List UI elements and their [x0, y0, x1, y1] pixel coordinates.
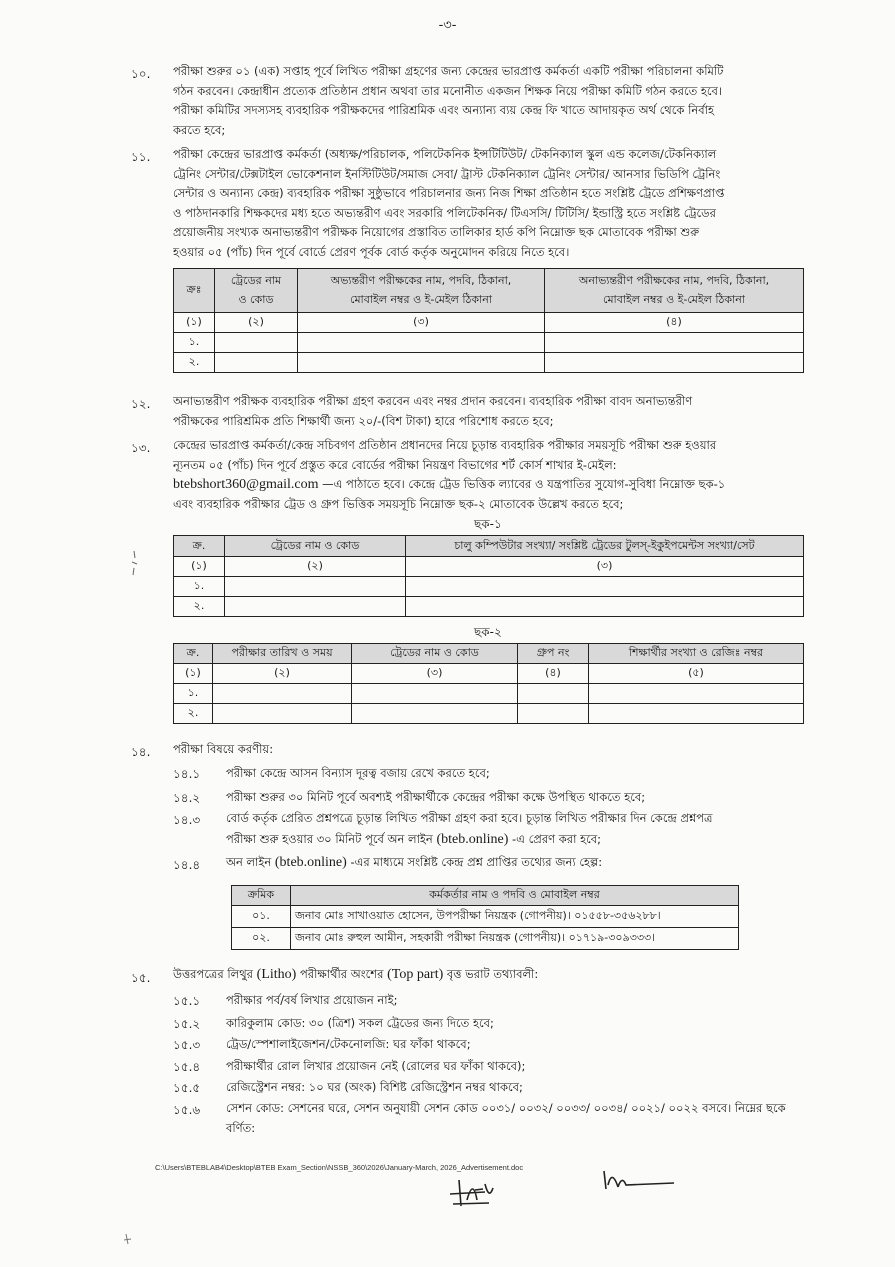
scan-speck	[122, 1232, 134, 1246]
table-row	[232, 928, 739, 950]
text-line: btebshort360@gmail.com —এ পাঠাতে হবে। কেন্দ্রে ট্রেড ভিত্তিক ল্যাবের ও যন্ত্রপাতির সুযোগ-সুবিধা নিম্নোক্ত ছক-১	[173, 477, 726, 492]
table-header: ট্রেডের নাম ও কোড	[225, 536, 406, 557]
table-cell	[589, 704, 804, 724]
table-cell	[352, 704, 518, 724]
table-cell: (৪)	[545, 313, 804, 333]
table-row	[232, 906, 739, 928]
table-cell: ০২.	[232, 928, 291, 950]
table-cell: (৫)	[589, 664, 804, 684]
table-cell: ২.	[174, 353, 215, 373]
email-link[interactable]: btebshort360@gmail.com	[173, 477, 319, 492]
table-cell: (২)	[215, 313, 298, 333]
text-line: এবং ব্যবহারিক পরীক্ষার ট্রেড ও গ্রুপ ভিত্তিক সময়সূচি নিম্নোক্ত ছক-২ মোতাবেক উল্লেখ করতে হবে;	[173, 496, 624, 511]
text-line: ট্রেনিং সেন্টার/টেক্সটাইল ভোকেশনাল ইনস্টিটিউট/সমাজ সেবা/ ট্রাস্ট টেকনিক্যাল ট্রেনিং সেন্টার/ আনসার ভিডিপি ট্রেনিং	[173, 166, 721, 181]
table-cell: ১.	[174, 333, 215, 353]
sub-item-number: ১৫.২	[173, 1017, 201, 1031]
sub-item-text: অন লাইন (bteb.online) -এর মাধ্যমে সংশ্লিষ্ট কেন্দ্র প্রশ্ন প্রাপ্তির তথ্যের জন্য হেল্প:	[226, 855, 603, 870]
text-line: ও পাঠদানকারি শিক্ষকদের মধ্য হতে অভ্যন্তরীণ এবং সরকারি পলিটেকনিক/ টিএসসি/ টিটিসি/ ইন্ডাস্ট্রি হতে সংশ্লিষ্ট ট্রেডের	[173, 205, 716, 220]
table-cell	[215, 353, 298, 373]
table-cell: (২)	[213, 664, 352, 684]
table-header: ট্রেডের নাম ও কোড	[215, 269, 298, 313]
table-cell	[298, 353, 545, 373]
page-number: -৩-	[438, 18, 457, 33]
sub-item-text: ট্রেড/স্পেশালাইজেশন/টেকনোলজি: ঘর ফাঁকা থাকবে;	[226, 1037, 471, 1051]
sub-item-text: বোর্ড কর্তৃক প্রেরিত প্রশ্নপত্রে চূড়ান্ত লিখিত পরীক্ষা গ্রহণ করা হবে। চূড়ান্ত লিখিত পরীক্ষার দিন কেন্দ্রে প্রশ্নপত্র পরীক্ষা শুরু হওয়ার ৩০ মিনিট পূর্বে অন লাইন (bteb.online) -এ প্রেরণ করা হবে;	[226, 811, 713, 847]
table-cell	[545, 353, 804, 373]
table-caption: ছক-১	[474, 517, 502, 531]
table-row	[174, 664, 804, 684]
table-header: ট্রেডের নাম ও কোড	[352, 644, 518, 664]
table-header: অনাভ্যন্তরীণ পরীক্ষকের নাম, পদবি, ঠিকানা, মোবাইল নম্বর ও ই-মেইল ঠিকানা	[545, 269, 804, 313]
table-cell	[298, 333, 545, 353]
text-line: অনাভ্যন্তরীণ পরীক্ষক ব্যবহারিক পরীক্ষা গ্রহণ করবেন এবং নম্বর প্রদান করবেন। ব্যবহারিক পরীক্ষা বাবদ অনাভ্যন্তরীণ	[173, 394, 693, 408]
table-cell: (৩)	[352, 664, 518, 684]
table-row	[174, 597, 804, 617]
schedule-table	[173, 643, 804, 724]
sub-item-text: সেশন কোড: সেশনের ঘরে, সেশন অনুযায়ী সেশন কোড ০০৩১/ ০০৩২/ ০০৩৩/ ০০৩৪/ ০০২১/ ০০২২ বসবে। নিম্নের ছকে বর্ণিত:	[226, 1101, 786, 1135]
help-contact-table	[231, 885, 739, 950]
table-cell	[518, 704, 589, 724]
table-row	[174, 333, 804, 353]
table-header: চালু কম্পিউটার সংখ্যা/ সংশ্লিষ্ট ট্রেডের টুলস্‌-ইকুইপমেন্টস সংখ্যা/সেট	[406, 536, 804, 557]
table-cell	[518, 684, 589, 704]
table-header: ক্রঃ	[174, 269, 215, 313]
sub-item-number: ১৪.১	[173, 767, 201, 781]
table-row	[174, 577, 804, 597]
sub-item-number: ১৪.৩	[173, 813, 201, 827]
table-header: ক্র.	[174, 644, 213, 664]
table-cell: ১.	[174, 684, 213, 704]
table-cell	[589, 684, 804, 704]
table-row	[174, 704, 804, 724]
bteb-online-link[interactable]: (bteb.online)	[274, 855, 347, 870]
table-cell: (১)	[174, 664, 213, 684]
table-cell: (৩)	[406, 557, 804, 577]
text-line: পরীক্ষা কেন্দ্রের ভারপ্রাপ্ত কর্মকর্তা (অধ্যক্ষ/পরিচালক, পলিটেকনিক ইন্সটিটিউট/ টেকনিক্যাল স্কুল এন্ড কলেজ/টেকনিক্যাল	[173, 147, 717, 161]
table-cell: জনাব মোঃ রুহুল আমীন, সহকারী পরীক্ষা নিয়ন্ত্রক (গোপনীয়)। ০১৭১৯-৩০৯৩৩৩।	[291, 928, 739, 950]
sub-item-number: ১৫.৬	[173, 1103, 201, 1117]
table-cell	[406, 577, 804, 597]
text-line: করতে হবে;	[173, 122, 226, 137]
sub-item-number: ১৫.৩	[173, 1038, 201, 1052]
table-cell: (৩)	[298, 313, 545, 333]
bteb-online-link[interactable]: (bteb.online)	[436, 832, 509, 847]
table-cell: (২)	[225, 557, 406, 577]
table-cell	[406, 597, 804, 617]
text-line: সেন্টার ও অন্যান্য কেন্দ্র) ব্যবহারিক পরীক্ষা সুষ্ঠুভাবে পরিচালনার জন্য নিজ শিক্ষা প্রতিষ্ঠান হতে সংশ্লিষ্ট ট্রেডে প্রশিক্ষণপ্রাপ্ত	[173, 186, 725, 200]
table-row	[174, 557, 804, 577]
text-line: হওয়ার ০৫ (পাঁচ) দিন পূর্বে বোর্ডে প্রেরণ পূর্বক বোর্ড কর্তৃক অনুমোদন করিয়ে নিতে হবে।	[173, 244, 570, 259]
table-cell: ০১.	[232, 906, 291, 928]
sub-item-text: কারিকুলাম কোড: ৩০ (ত্রিশ) সকল ট্রেডের জন্য দিতে হবে;	[226, 1016, 494, 1030]
initials-signature	[598, 1163, 678, 1195]
table-cell: জনাব মোঃ সাখাওয়াত হোসেন, উপপরীক্ষা নিয়ন্ত্রক (গোপনীয়)। ০১৫৫৮-৩৫৬২৮৮।	[291, 906, 739, 928]
text-line: ন্যূনতম ০৫ (পাঁচ) দিন পূর্বে প্রস্তুত করে বোর্ডের পরীক্ষা নিয়ন্ত্রণ বিভাগের শর্ট কোর্স শাখার ই-মেইল:	[173, 457, 617, 472]
examiner-table	[173, 268, 804, 373]
table-header: ক্রমিক	[232, 886, 291, 906]
table-header: কর্মকর্তার নাম ও পদবি ও মোবাইল নম্বর	[291, 886, 739, 906]
text-line: পরীক্ষকের পারিশ্রমিক প্রতি শিক্ষার্থী জন্য ২০/-(বিশ টাকা) হারে পরিশোধ করতে হবে;	[173, 413, 554, 428]
table-cell	[225, 577, 406, 597]
table-header: পরীক্ষার তারিখ ও সময়	[213, 644, 352, 664]
facility-table	[173, 535, 804, 617]
table-cell	[225, 597, 406, 617]
table-cell	[213, 684, 352, 704]
sub-item-number: ১৪.২	[173, 791, 201, 805]
item-13-number: ১৩.	[131, 441, 151, 455]
item-13-text	[173, 436, 813, 514]
item-10-text	[173, 62, 813, 140]
table-cell: (১)	[174, 557, 225, 577]
scan-speck	[128, 548, 142, 578]
item-11-text	[173, 145, 813, 262]
item-15-number: ১৫.	[131, 971, 151, 985]
sub-item-number: ১৪.৪	[173, 858, 201, 872]
sub-item-text: রেজিস্ট্রেশন নম্বর: ১০ ঘর (অংক) বিশিষ্ট রেজিস্ট্রেশন নম্বর থাকবে;	[226, 1080, 523, 1094]
text-line: পরীক্ষা কমিটির সদস্যসহ ব্যবহারিক পরীক্ষকদের পারিশ্রমিক এবং অন্যান্য ব্যয় কেন্দ্র ফি খাতে আদায়কৃত অর্থ থেকে নির্বাহ	[173, 103, 715, 117]
text-line: কেন্দ্রের ভারপ্রাপ্ত কর্মকর্তা/কেন্দ্র সচিবগণ প্রতিষ্ঠান প্রধানদের নিয়ে চূড়ান্ত ব্যবহারিক পরীক্ষার সময়সূচি পরীক্ষা শুরু হওয়ার	[173, 438, 717, 452]
item-14-number: ১৪.	[131, 745, 151, 759]
signature-mark	[445, 1170, 535, 1210]
table-cell: ২.	[174, 704, 213, 724]
sub-item-text: পরীক্ষার পর্ব/বর্ষ লিখার প্রয়োজন নাই;	[226, 993, 398, 1007]
item-12-number: ১২.	[131, 397, 151, 411]
table-row	[174, 313, 804, 333]
item-12-text	[173, 392, 813, 431]
sub-item-number: ১৫.৫	[173, 1081, 201, 1095]
text-line: পরীক্ষা শুরুর ০১ (এক) সপ্তাহ পূর্বে লিখিত পরীক্ষা গ্রহণের জন্য কেন্দ্রের ভারপ্রাপ্ত কর্মকর্তা একটি পরীক্ষা পরিচালনা কমিটি	[173, 64, 724, 78]
table-header: গ্রুপ নং	[518, 644, 589, 664]
table-caption: ছক-২	[474, 625, 502, 639]
table-cell: (৪)	[518, 664, 589, 684]
item-15-title: উত্তরপত্রের লিথুর (Litho) পরীক্ষার্থীর অংশের (Top part) বৃত্ত ভরাট তথ্যাবলী:	[173, 967, 539, 982]
table-cell	[545, 333, 804, 353]
text-line: প্রয়োজনীয় সংখ্যক অনাভ্যন্তরীণ পরীক্ষক নিয়োগের প্রস্তাবিত তালিকার হার্ড কপি নিম্নোক্ত ছক মোতাবেক পরীক্ষা শুরু	[173, 225, 700, 239]
table-cell	[213, 704, 352, 724]
sub-item-text: পরীক্ষা শুরুর ৩০ মিনিট পূর্বে অবশ্যই পরীক্ষার্থীকে কেন্দ্রের পরীক্ষা কক্ষে উপস্থিত থাকতে হবে;	[226, 790, 646, 804]
sub-item-number: ১৫.৪	[173, 1060, 201, 1074]
item-10-number: ১০.	[131, 67, 151, 81]
item-11-number: ১১.	[131, 150, 151, 164]
sub-item-text: পরীক্ষার্থীর রোল লিখার প্রয়োজন নেই (রোলের ঘর ফাঁকা থাকবে);	[226, 1059, 526, 1073]
table-row	[174, 353, 804, 373]
table-header: শিক্ষার্থীর সংখ্যা ও রেজিঃ নম্বর	[589, 644, 804, 664]
sub-item-number: ১৫.১	[173, 994, 201, 1008]
table-cell	[215, 333, 298, 353]
table-cell: ২.	[174, 597, 225, 617]
item-14-title: পরীক্ষা বিষয়ে করণীয়:	[173, 742, 274, 756]
table-cell: ১.	[174, 577, 225, 597]
table-row	[174, 684, 804, 704]
table-cell	[352, 684, 518, 704]
file-path-footer: C:\Users\BTEBLAB4\Desktop\BTEB Exam_Section\NSSB_360\2026\January-March, 2026_Advertisement.doc	[155, 1163, 524, 1172]
table-cell: (১)	[174, 313, 215, 333]
sub-item-text: পরীক্ষা কেন্দ্রে আসন বিন্যাস দূরত্ব বজায় রেখে করতে হবে;	[226, 766, 490, 780]
text-line: গঠন করবেন। কেন্দ্রাধীন প্রত্যেক প্রতিষ্ঠান প্রধান অথবা তার মনোনীত একজন শিক্ষক নিয়ে পরীক্ষা কমিটি গঠন করতে হবে।	[173, 83, 723, 98]
table-header: ক্র.	[174, 536, 225, 557]
table-header: অভ্যন্তরীণ পরীক্ষকের নাম, পদবি, ঠিকানা, মোবাইল নম্বর ও ই-মেইল ঠিকানা	[298, 269, 545, 313]
